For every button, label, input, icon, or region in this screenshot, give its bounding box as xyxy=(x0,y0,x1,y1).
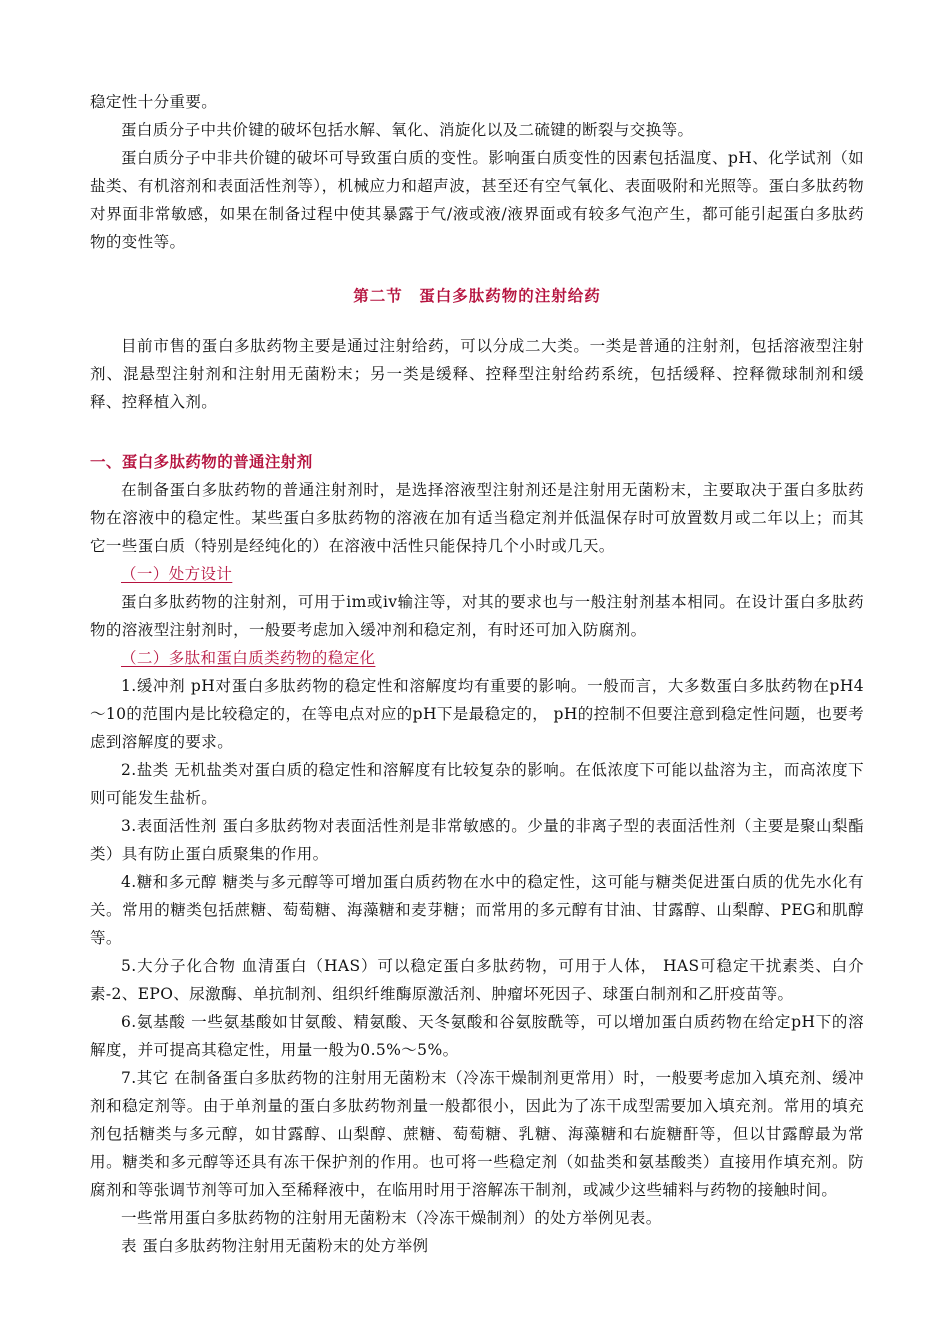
list-item-sugars-polyols: 4.糖和多元醇 糖类与多元醇等可增加蛋白质药物在水中的稳定性，这可能与糖类促进蛋白质的优先水化有关。常用的糖类包括蔗糖、萄萄糖、海藻糖和麦芽糖；而常用的多元醇有甘油、甘露醇、山梨醇、PEG和肌醇等。 xyxy=(90,873,864,947)
list-item-surfactants: 3.表面活性剂 蛋白多肽药物对表面活性剂是非常敏感的。少量的非离子型的表面活性剂（主要是聚山梨酯类）具有防止蛋白质聚集的作用。 xyxy=(90,817,864,863)
list-item-amino-acids: 6.氨基酸 一些氨基酸如甘氨酸、精氨酸、天冬氨酸和谷氨胺酰等，可以增加蛋白质药物在给定pH下的溶解度，并可提高其稳定性，用量一般为0.5%～5%。 xyxy=(90,1013,864,1059)
list-item-salts: 2.盐类 无机盐类对蛋白质的稳定性和溶解度有比较复杂的影响。在低浓度下可能以盐溶为主，而高浓度下则可能发生盐析。 xyxy=(90,761,864,807)
paragraph-continuation: 稳定性十分重要。 xyxy=(90,93,218,111)
heading-ordinary-injection: 一、蛋白多肽药物的普通注射剂 xyxy=(90,452,313,471)
paragraph-denaturation: 蛋白质分子中非共价键的破坏可导致蛋白质的变性。影响蛋白质变性的因素包括温度、pH、化学试剂（如盐类、有机溶剂和表面活性剂等），机械应力和超声波，甚至还有空气氧化、表面吸附和光照等。蛋白多肽药物对界面非常敏感，如果在制备过程中使其暴露于气/液或液/液界面或有较多气泡产生，都可能引起蛋白多肽药物的变性等。 xyxy=(90,149,864,251)
table-caption: 表 蛋白多肽药物注射用无菌粉末的处方举例 xyxy=(121,1237,429,1255)
subheading-stabilization-text: （二）多肽和蛋白质类药物的稳定化 xyxy=(121,649,376,667)
paragraph-formulation-design: 蛋白多肽药物的注射剂，可用于im或iv输注等，对其的要求也与一般注射剂基本相同。在设计蛋白多肽药物的溶液型注射剂时，一般要考虑加入缓冲剂和稳定剂，有时还可加入防腐剂。 xyxy=(90,593,864,639)
paragraph-injection-overview: 目前市售的蛋白多肽药物主要是通过注射给药，可以分成二大类。一类是普通的注射剂，包括溶液型注射剂、混悬型注射剂和注射用无菌粉末；另一类是缓释、控释型注射给药系统，包括缓释、控释微球制剂和缓释、控释植入剂。 xyxy=(90,337,864,411)
document-body xyxy=(90,88,864,1260)
list-item-macromolecules: 5.大分子化合物 血清蛋白（HAS）可以稳定蛋白多肽药物，可用于人体， HAS可稳定干扰素类、白介素-2、EPO、尿激酶、单抗制剂、组织纤维酶原激活剂、肿瘤坏死因子、球蛋白制剂和乙肝疫苗等。 xyxy=(90,957,864,1003)
subheading-formulation-design xyxy=(90,560,864,588)
subheading-stabilization xyxy=(90,644,864,672)
paragraph-covalent-bonds: 蛋白质分子中共价键的破坏包括水解、氧化、消旋化以及二硫键的断裂与交换等。 xyxy=(121,121,694,139)
subheading-formulation-design-text: （一）处方设计 xyxy=(121,565,233,583)
section-title: 第二节 蛋白多肽药物的注射给药 xyxy=(353,286,601,305)
spacer xyxy=(90,416,864,428)
list-item-buffer: 1.缓冲剂 pH对蛋白多肽药物的稳定性和溶解度均有重要的影响。一般而言，大多数蛋白多肽药物在pH4～10的范围内是比较稳定的，在等电点对应的pH下是最稳定的， pH的控制不但要注意到稳定性问题，也要考虑到溶解度的要求。 xyxy=(90,677,864,751)
list-item-others: 7.其它 在制备蛋白多肽药物的注射用无菌粉末（冷冻干燥制剂更常用）时，一般要考虑加入填充剂、缓冲剂和稳定剂等。由于单剂量的蛋白多肽药物剂量一般都很小，因此为了冻干成型需要加入填充剂。常用的填充剂包括糖类与多元醇，如甘露醇、山梨醇、蔗糖、萄萄糖、乳糖、海藻糖和右旋糖酐等，但以甘露醇最为常用。糖类和多元醇等还具有冻干保护剂的作用。也可将一些稳定剂（如盐类和氨基酸类）直接用作填充剂。防腐剂和等张调节剂等可加入至稀释液中，在临用时用于溶解冻干制剂，或减少这些辅料与药物的接触时间。 xyxy=(90,1069,864,1199)
paragraph-ordinary-injection: 在制备蛋白多肽药物的普通注射剂时，是选择溶液型注射剂还是注射用无菌粉末，主要取决于蛋白多肽药物在溶液中的稳定性。某些蛋白多肽药物的溶液在加有适当稳定剂并低温保存时可放置数月或二年以上；而其它一些蛋白质（特别是经纯化的）在溶液中活性只能保持几个小时或几天。 xyxy=(90,481,864,555)
paragraph-table-reference: 一些常用蛋白多肽药物的注射用无菌粉末（冷冻干燥制剂）的处方举例见表。 xyxy=(121,1209,662,1227)
